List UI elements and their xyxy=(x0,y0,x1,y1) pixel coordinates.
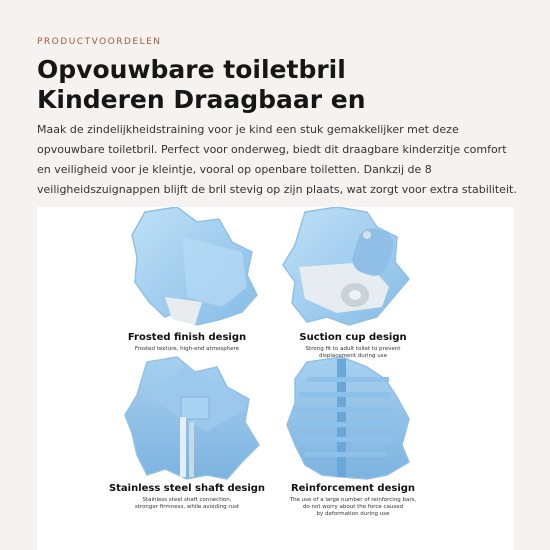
feature-subtitle: Stainless steel shaft connection, xyxy=(142,497,232,503)
feature-title: Suction cup design xyxy=(299,332,407,343)
title-line-1: Opvouwbare toiletbril xyxy=(37,55,346,84)
suction-cup-image xyxy=(283,207,409,325)
feature-image-panel xyxy=(37,207,514,550)
feature-subtitle: The use of a large number of reinforcing bars, xyxy=(289,497,417,503)
steel-shaft-image xyxy=(125,357,259,479)
page-title xyxy=(37,55,507,115)
feature-title: Frosted finish design xyxy=(127,332,247,343)
eyebrow-label: PRODUCTVOORDELEN xyxy=(37,37,162,47)
feature-subtitle: Strong fit to adult toilet to prevent xyxy=(305,346,401,352)
feature-subtitle: do not worry about the force caused xyxy=(302,504,404,510)
feature-subtitle: stronger firmness, while avoiding rust xyxy=(134,504,240,510)
reinforcement-image xyxy=(287,357,409,479)
feature-subtitle: by deformation during use xyxy=(316,511,390,517)
frosted-seat-image xyxy=(132,207,257,325)
feature-title: Reinforcement design xyxy=(290,483,416,494)
feature-subtitle: Frosted texture, high-end atmosphere xyxy=(134,346,240,352)
title-line-2: Kinderen Draagbaar en xyxy=(37,85,366,114)
product-description: Maak de zindelijkheidstraining voor je kind een stuk gemakkelijker met deze opvouwbare toiletbril. Perfect voor onderweg, biedt dit draagbare kinderzitje comfort en veiligheid voor je kleintje, vooral op openbare toiletten. Dankzij de 8 veiligheidszuignappen blijft de bril stevig op zijn plaats, wat zorgt voor extra stabiliteit. xyxy=(37,123,517,196)
feature-title: Stainless steel shaft design xyxy=(108,483,266,494)
feature-subtitle: displacement during use xyxy=(318,353,388,359)
